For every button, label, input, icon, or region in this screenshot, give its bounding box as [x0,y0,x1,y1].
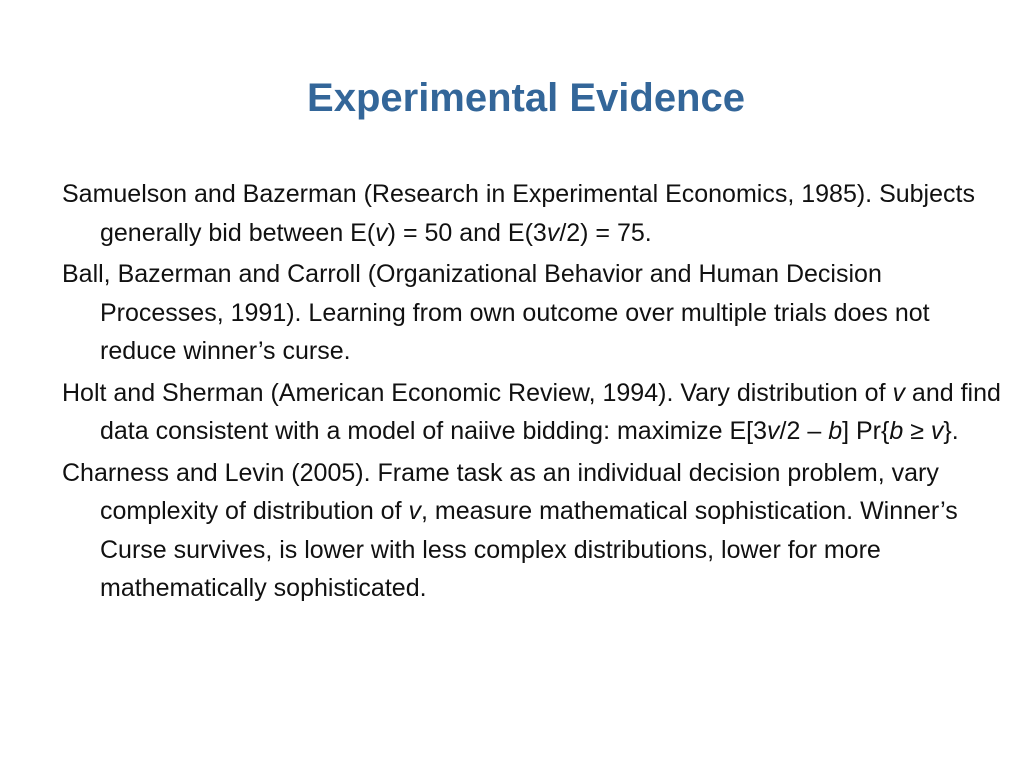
slide-body [62,175,1002,611]
variable-v: v [546,218,560,247]
paragraph-samuelson-bazerman [62,175,1002,252]
text-run: /2) = 75. [559,218,652,247]
variable-v: v [408,497,421,525]
text-run: Ball, Bazerman and Carroll (Organizational Behavior and Human Decision Processes, 1991). Learning from own outcome over multiple trials does not reduce winner’s curse. [62,260,930,365]
text-run: , measure mathematical sophistication. Winner’s Curse survives, is lower with less complex distributions, lower for more mathematically sophisticated. [100,497,958,602]
text-run: ) = 50 and E(3 [387,218,547,247]
text-run: Holt and Sherman (American Economic Review, 1994). Vary distribution of [62,378,893,407]
variable-b: b [828,417,843,445]
paragraph-charness-levin [62,454,1002,608]
text-run: }. [943,417,959,445]
variable-v: v [930,417,944,445]
paragraph-holt-sherman [62,374,1002,451]
text-run: /2 – [779,417,829,445]
text-run: ] Pr{ [842,417,890,445]
text-run: Charness and Levin (2005). Frame task as an individual decision problem, vary complexity of distribution of [62,458,939,525]
text-run: ≥ [903,417,931,445]
text-run: Samuelson and Bazerman (Research in Experimental Economics, 1985). Subjects generally bid between E( [62,180,975,247]
paragraph-ball-bazerman-carroll [62,255,1002,371]
text-run: and find data consistent with a model of naiive bidding: maximize E[3 [100,378,1001,445]
variable-b: b [889,417,904,445]
variable-v: v [892,378,905,407]
variable-v: v [767,417,780,445]
slide-title: Experimental Evidence [307,76,745,120]
variable-v: v [375,218,388,247]
